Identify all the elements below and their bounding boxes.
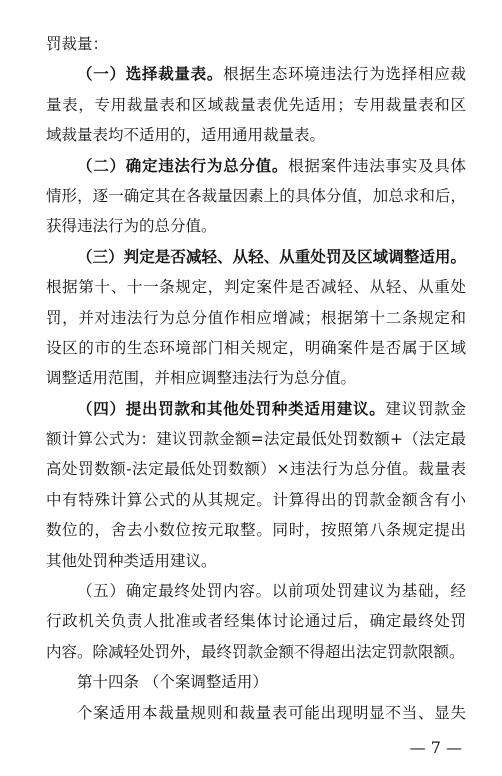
paragraph-line: 域裁量表均不适用的，适用通用裁量表。 (46, 126, 326, 145)
paragraph-item-5 (46, 576, 466, 667)
paragraph-line: 设区的市的生态环境部门相关规定，明确案件是否属于区域 (46, 338, 466, 357)
paragraph-first-line (46, 394, 466, 424)
paragraph-line: 行政机关负责人批准或者经集体讨论通过后，确定最终处罚 (46, 612, 466, 631)
paragraph-first-line (46, 151, 466, 181)
paragraph-first-line: （五）确定最终处罚内容。以前项处罚建议为基础，经 (77, 582, 466, 601)
page-number: — 7 — (409, 738, 462, 757)
paragraph-line: 中有特殊计算公式的从其规定。计算得出的罚款金额含有小 (46, 490, 466, 509)
paragraph-line: 获得违法行为的总分值。 (46, 217, 217, 236)
paragraph-line: 量表，专用裁量表和区域裁量表优先适用；专用裁量表和区 (46, 95, 466, 114)
body-text (46, 29, 466, 728)
paragraph-line: 罚，并对违法行为总分值作相应增减；根据第十二条规定和 (46, 308, 466, 327)
paragraph-text: 根据案件违法事实及具体 (288, 156, 466, 175)
paragraph-line: 内容。除减轻处罚外，最终罚款金额不得超出法定罚款限额。 (46, 642, 465, 661)
paragraph-heading: （二）确定违法行为总分值。 (77, 155, 289, 175)
paragraph-item-3 (46, 242, 466, 394)
paragraph-text: 建议罚款金 (385, 399, 466, 418)
paragraph-item-1 (46, 59, 466, 150)
paragraph-line: 调整适用范围，并相应调整违法行为总分值。 (46, 369, 357, 388)
paragraph-line: 额计算公式为：建议罚款金额=法定最低处罚数额+（法定最 (46, 430, 466, 449)
paragraph-item-4 (46, 394, 466, 576)
paragraph-line: 其他处罚种类适用建议。 (46, 551, 217, 570)
paragraph-heading: （一）选择裁量表。 (77, 64, 224, 84)
paragraph-text: 根据生态环境违法行为选择相应裁 (223, 65, 466, 84)
paragraph-line: 数位的，舍去小数位按元取整。同时，按照第八条规定提出 (46, 521, 466, 540)
paragraph-first-line (46, 59, 466, 89)
paragraph-first-line: 个案适用本裁量规则和裁量表可能出现明显不当、显失 (77, 703, 466, 722)
article-section (46, 667, 466, 728)
paragraph-heading: （三）判定是否减轻、从轻、从重处罚及区域调整适用。 (77, 246, 466, 266)
paragraph-first-line (46, 242, 466, 272)
paragraph-line: 高处罚数额-法定最低处罚数额）×违法行为总分值。裁量表 (46, 460, 466, 479)
paragraph-heading: （四）提出罚款和其他处罚种类适用建议。 (77, 398, 386, 418)
continuation-line: 罚裁量： (46, 35, 109, 53)
article-heading: 第十四条 （个案调整适用） (77, 673, 268, 692)
paragraph-line: 情形，逐一确定其在各裁量因素上的具体分值，加总求和后， (46, 186, 466, 205)
paragraph-item-2 (46, 151, 466, 242)
paragraph-line: 根据第十、十一条规定，判定案件是否减轻、从轻、从重处 (46, 278, 466, 297)
